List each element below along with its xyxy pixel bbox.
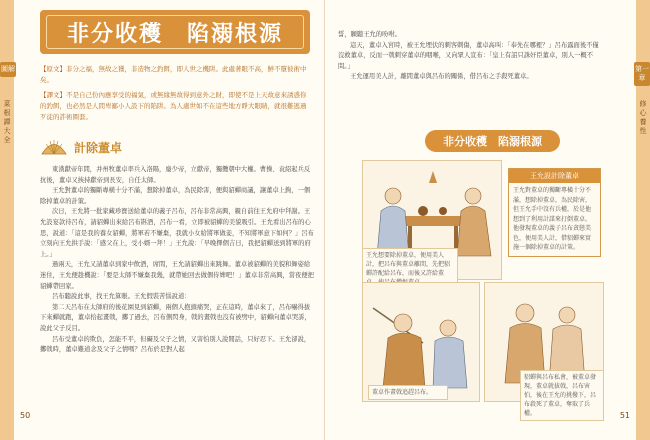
original-label: 【原文】 xyxy=(40,65,66,73)
story-paragraph: 次日，王允將一批家藏珍寶送給董卓的義子呂布，呂布非常高興，親自前往王允府中拜謝。王允設宴款待呂布，請貂蟬出來給呂布斟酒，呂布一看，立即被貂蟬的美貌吸引。王允看出呂布的心思，說道：「這是我的養女貂蟬，將軍若不嫌棄，我就小女給將軍做妾，不知將軍意下如何？」呂布立刻向王允拱手說：「感父在上，受小婿一拜！」王允說：「早晚擇個吉日，我把貂蟬送到將軍的府上。」 xyxy=(40,208,314,258)
section-banner xyxy=(425,130,560,152)
right-side-text: 修心養性 xyxy=(639,100,647,135)
translation-text: 不是自己份內應享受的福氣，或無緣無故得到意外之財，即使不是上天故意來誘惑你的釣餌，也必然是人間卑鄙小人設下的陷阱。為人處世如不在這些地方睜大眼睛，就很難逃過歹徒的詐術圈套。 xyxy=(40,91,307,121)
caption-chase: 董卓作畫戟追趕呂布。 xyxy=(368,385,448,400)
title-banner xyxy=(40,10,310,54)
story-text xyxy=(40,165,316,356)
story-continuation xyxy=(338,30,603,83)
original-text-block xyxy=(40,64,312,86)
story-paragraph: 東漢獻帝年間，并州牧董卓率兵入洛陽，廢少帝，立獻帝，獨攬朝中大權。曹操、袁紹起兵反抗後，董卓又挾持獻帝到長安，自任太師。 xyxy=(40,166,311,184)
caption-meeting: 貂蟬與呂布私會，被董卓發現，董卓就拔戟，呂布害怕，後在王允的挑撥下，呂布殺死了董卓，奪取了兵權。 xyxy=(520,370,604,421)
story-paragraph: 呂布受董卓的欺負，怎能不平，但礙及父子之情，又害怕別人說閒話，只好忍下。王允卻說，擲戟時，董卓難道念及父子之情嗎？呂布於是對人起 xyxy=(40,335,311,354)
story-paragraph: 誓，願聽王允的吩咐。 xyxy=(338,31,401,38)
info-callout xyxy=(508,168,601,257)
section-heading xyxy=(40,137,122,157)
callout-title: 王允設計除董卓 xyxy=(509,169,600,183)
story-paragraph: 過兩天，王允又請董卓到家中飲酒，席間，王允請貂蟬出來跳舞。董卓被貂蟬的美貌和舞姿給迷住，王允便趁機說：「要是太師不嫌棄我幾，就帶她回去做個侍婢吧！」董卓非常高興，當夜便把貂蟬帶回家。 xyxy=(40,261,314,290)
original-text: 非分之福，無故之獲，非造物之釣餌，即人世之機阱。此處著眼不高，鮮不墮彼術中矣。 xyxy=(40,65,307,84)
story-paragraph: 王允運用美人計，離間董卓與呂布的關係，借呂布之手殺死董卓。 xyxy=(350,73,533,81)
section-banner-title: 非分收穫 陷溺根源 xyxy=(443,135,542,148)
section-title: 計除董卓 xyxy=(74,140,123,155)
story-paragraph: 王允對董卓的獨斷專橫十分不滿，想除掉董卓，為民除害，便與貂蟬商議，讓董卓上鉤，一個除掉董卓的計策。 xyxy=(40,187,311,205)
left-side-text: 菜根譚大全 xyxy=(3,100,11,144)
story-paragraph: 呂布聽說此事，找王允算賬。王允假裝苦惱說道： xyxy=(52,293,191,301)
story-paragraph: 這天，董卓入宮時，被王允埋伏的刺客刺傷，董卓高叫：「奉先在哪裡？」呂布露面後不僅沒救董卓，反而一戟刺穿董卓的咽喉，又向眾人宣布：「皇上有詔只誅奸臣董卓，別人一概不問。」 xyxy=(338,41,599,70)
right-side-tab: 第一章 xyxy=(634,62,650,86)
callout-text: 王允對董卓的獨斷專橫十分不滿，想除掉董卓，為民除害，但王允手中沒有兵權，於是他想到了利用計謀來打倒董卓。他發現董卓的義子呂布貪戀美色，便用美人計，借貂蟬來實施一個除掉董卓的計策。 xyxy=(513,187,592,251)
fan-icon xyxy=(40,139,68,155)
translation-label: 【譯文】 xyxy=(40,91,66,99)
caption-banquet: 王允想要除掉董卓，便用美人計，把呂布與董卓離間，先把貂蟬許配給呂布，而後又許給董 xyxy=(362,248,458,290)
translation-block xyxy=(40,90,312,123)
page-number-right: 51 xyxy=(619,411,630,420)
left-side-tab: 圖解 xyxy=(0,62,16,77)
chase-illustration xyxy=(362,282,480,402)
page-number-left: 50 xyxy=(20,411,31,420)
page-title: 非分收穫 陷溺根源 xyxy=(66,21,283,47)
story-paragraph: 第二天呂布在太師府的後花園見到貂蟬，兩個人抱頭痛哭，正在這時，董卓來了，呂布嚇得拔下來蟬就跑，董卓拾起畫戟，擲了過去，呂布側閃身，戟的畫戟也沒有被劈中，貂蟬向董卓哭訴，說此父子反目。 xyxy=(40,303,311,332)
